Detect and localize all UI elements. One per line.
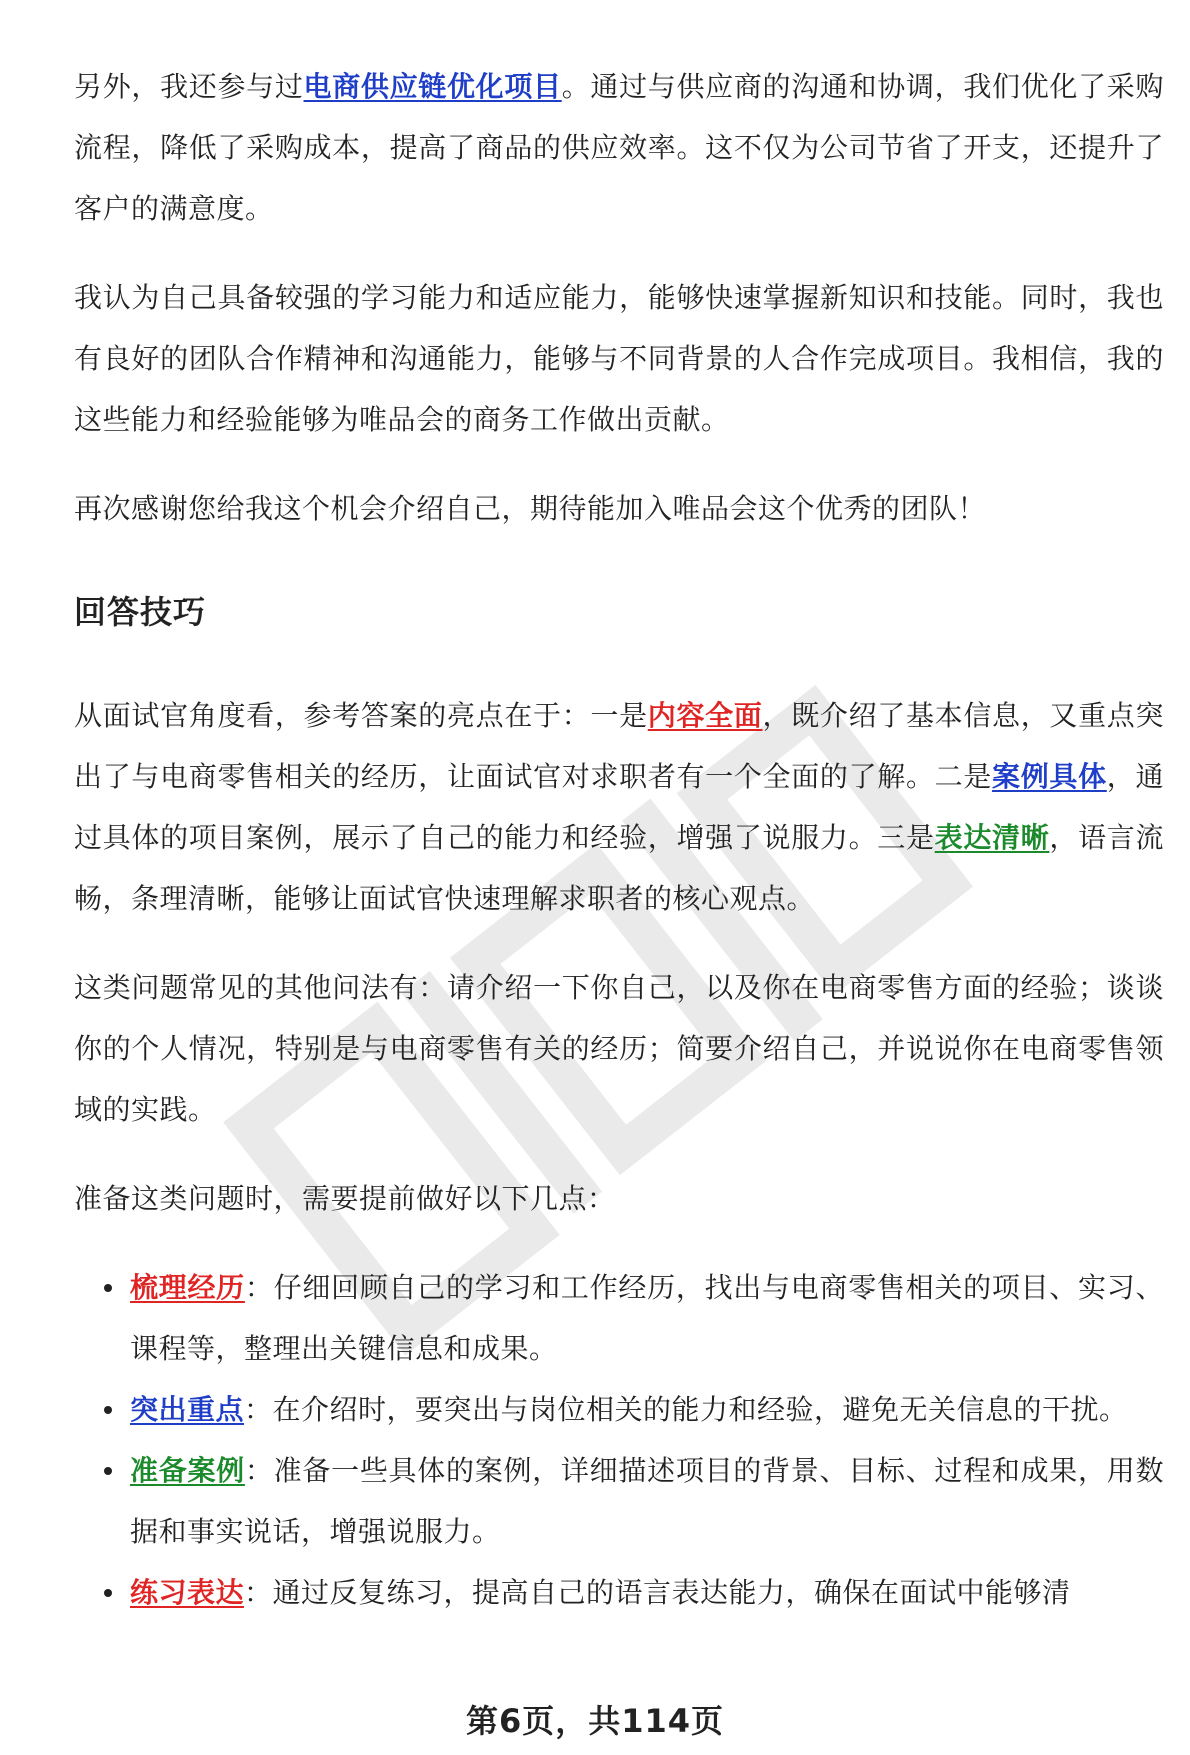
bullet-label: 梳理经历 <box>130 1271 245 1304</box>
document-page <box>74 56 1164 1623</box>
bullet-label: 练习表达 <box>130 1576 245 1609</box>
paragraph-text: ，语言流畅，条理清晰，能够让面试官快速理解求职者的核心观点。 <box>74 821 1164 915</box>
paragraph-preparation-intro: 准备这类问题时，需要提前做好以下几点： <box>74 1182 616 1215</box>
section-title: 回答技巧 <box>74 593 207 631</box>
paragraph-thanks: 再次感谢您给我这个机会介绍自己，期待能加入唯品会这个优秀的团队！ <box>74 492 987 525</box>
bullet-text: ：准备一些具体的案例，详细描述项目的背景、目标、过程和成果，用数据和事实说话，增强说服力。 <box>130 1454 1164 1548</box>
highlight-supply-chain-project: 电商供应链优化项目 <box>303 70 562 103</box>
list-item <box>74 1257 1164 1379</box>
bullet-label: 突出重点 <box>130 1393 245 1426</box>
list-item <box>74 1562 1164 1623</box>
highlight-specific-cases: 案例具体 <box>992 760 1107 793</box>
paragraph-supply-chain <box>74 56 1164 239</box>
bullet-text: ：通过反复练习，提高自己的语言表达能力，确保在面试中能够清 <box>244 1576 1071 1609</box>
list-item <box>74 1379 1164 1440</box>
highlight-content-complete: 内容全面 <box>647 699 763 732</box>
paragraph-highlights <box>74 685 1164 929</box>
paragraph-text: ，既介绍了基本信息，又重点突出了与电商零售相关的经历，让面试官对求职者有一个全面的了解。二是 <box>74 699 1164 793</box>
page-number-footer: 第6页，共114页 <box>465 1702 725 1740</box>
paragraph-text: ，通过具体的项目案例，展示了自己的能力和经验，增强了说服力。三是 <box>74 760 1164 854</box>
highlight-clear-expression: 表达清晰 <box>934 821 1050 854</box>
paragraph-text: 。通过与供应商的沟通和协调，我们优化了采购流程，降低了采购成本，提高了商品的供应效率。这不仅为公司节省了开支，还提升了客户的满意度。 <box>74 70 1164 225</box>
bullet-dot <box>104 1406 112 1414</box>
paragraph-abilities: 我认为自己具备较强的学习能力和适应能力，能够快速掌握新知识和技能。同时，我也有良好的团队合作精神和沟通能力，能够与不同背景的人合作完成项目。我相信，我的这些能力和经验能够为唯品会的商务工作做出贡献。 <box>74 281 1164 436</box>
paragraph-text: 从面试官角度看，参考答案的亮点在于：一是 <box>74 699 648 732</box>
bullet-text: ：在介绍时，要突出与岗位相关的能力和经验，避免无关信息的干扰。 <box>244 1393 1128 1426</box>
bullet-dot <box>104 1467 112 1475</box>
bullet-dot <box>104 1284 112 1292</box>
paragraph-text: 另外，我还参与过 <box>74 70 304 103</box>
bullet-label: 准备案例 <box>130 1454 245 1487</box>
bullet-dot <box>104 1589 112 1597</box>
paragraph-other-questions: 这类问题常见的其他问法有：请介绍一下你自己，以及你在电商零售方面的经验；谈谈你的个人情况，特别是与电商零售有关的经历；简要介绍自己，并说说你在电商零售领域的实践。 <box>74 971 1164 1126</box>
list-item <box>74 1440 1164 1562</box>
bullet-text: ：仔细回顾自己的学习和工作经历，找出与电商零售相关的项目、实习、课程等，整理出关键信息和成果。 <box>130 1271 1164 1365</box>
preparation-list <box>74 1257 1164 1623</box>
